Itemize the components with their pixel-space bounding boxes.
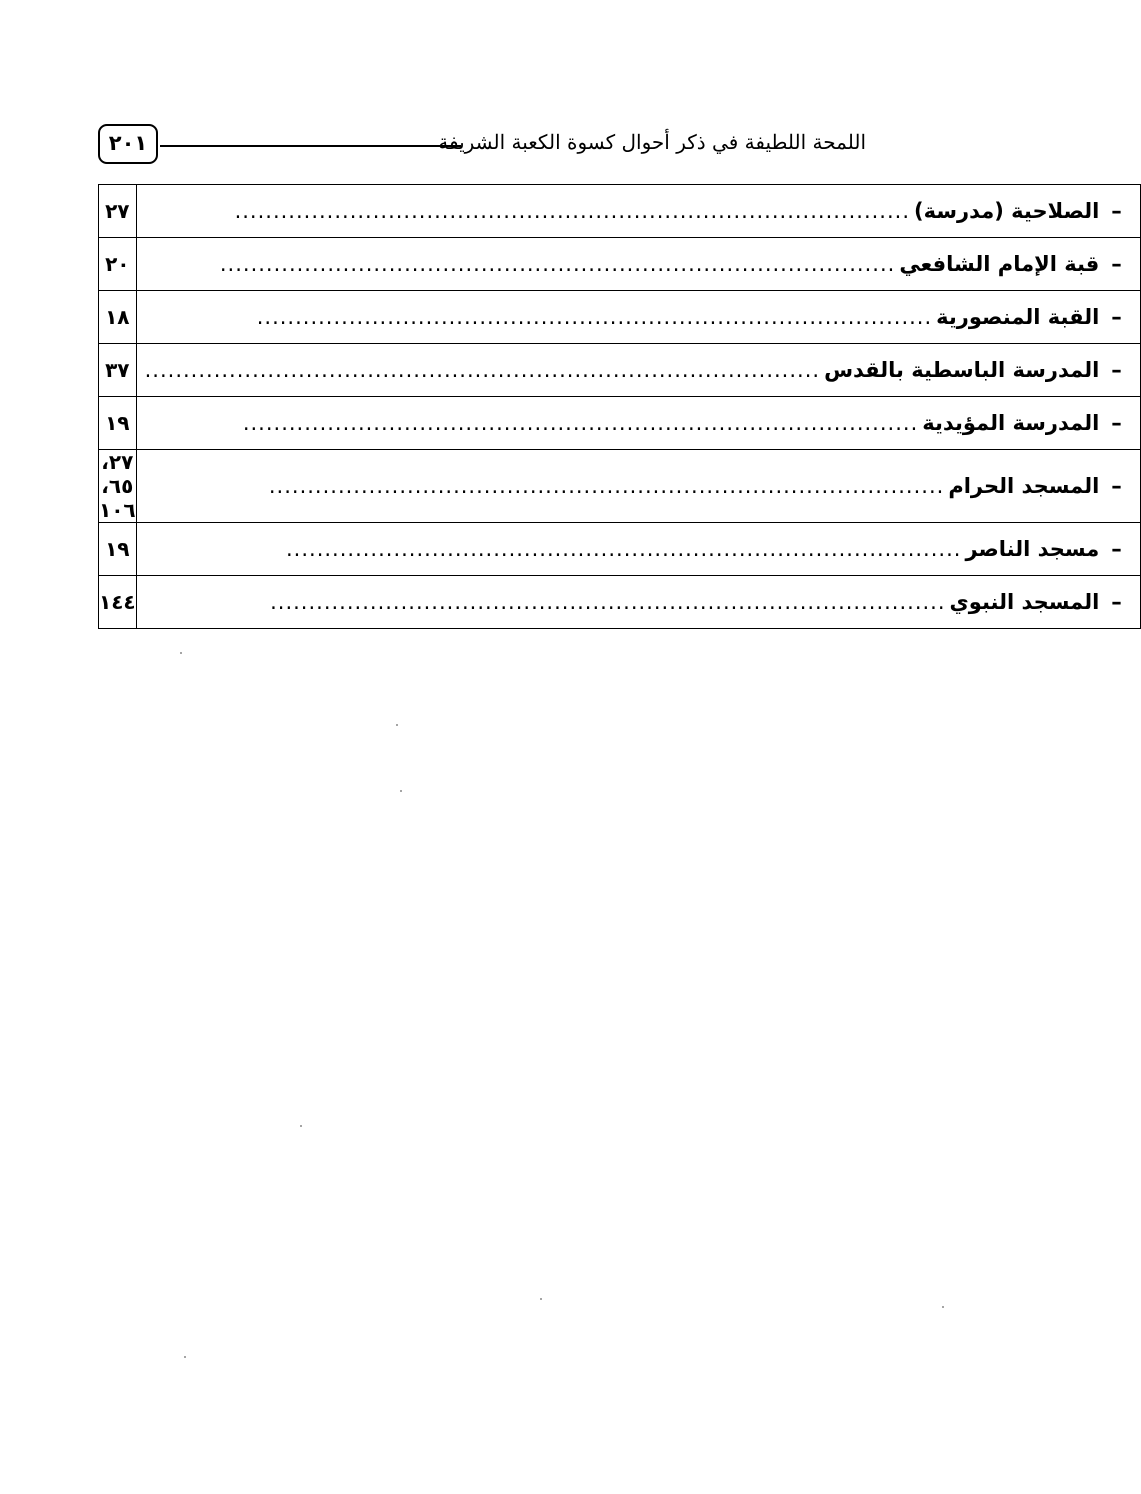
entry-dash: – bbox=[1111, 358, 1122, 382]
dot-leader: ........................................................................................ bbox=[242, 411, 919, 435]
dot-leader: ........................................................................................ bbox=[144, 358, 821, 382]
entry-cell bbox=[136, 523, 1140, 576]
dot-leader: ........................................................................................ bbox=[234, 199, 911, 223]
entry-cell bbox=[136, 238, 1140, 291]
table-row bbox=[99, 397, 1141, 450]
entry-name: المسجد الحرام bbox=[948, 474, 1100, 498]
page-refs: ١٤٤ bbox=[99, 576, 137, 629]
page-refs: ٢٧، ٦٥، ١٠٦ bbox=[99, 450, 136, 522]
table-row bbox=[99, 523, 1141, 576]
entry-dash: – bbox=[1111, 411, 1122, 435]
index-table bbox=[98, 184, 1141, 629]
entry-cell bbox=[136, 576, 1140, 629]
dot-leader: ........................................................................................ bbox=[286, 537, 962, 561]
entry-name: المدرسة المؤيدية bbox=[922, 411, 1100, 435]
page-number-badge: ٢٠١ bbox=[98, 124, 158, 164]
entry-cell bbox=[136, 397, 1140, 450]
page-refs: ١٩ bbox=[99, 397, 137, 450]
table-row bbox=[99, 450, 1141, 523]
page-refs: ١٨ bbox=[99, 291, 137, 344]
dot-leader: ........................................................................................ bbox=[256, 305, 933, 329]
page-header bbox=[98, 124, 866, 168]
table-row bbox=[99, 291, 1141, 344]
table-row bbox=[99, 576, 1141, 629]
scan-speck bbox=[184, 1356, 186, 1358]
scan-speck bbox=[180, 652, 182, 654]
entry-name: مسجد الناصر bbox=[965, 537, 1100, 561]
entry-dash: – bbox=[1111, 252, 1122, 276]
scan-speck bbox=[396, 724, 398, 726]
entry-name: القبة المنصورية bbox=[936, 305, 1100, 329]
entry-name: الصلاحية (مدرسة) bbox=[914, 199, 1100, 223]
scan-speck bbox=[540, 1298, 542, 1300]
page-refs: ٣٧ bbox=[99, 344, 137, 397]
table-row bbox=[99, 238, 1141, 291]
scan-speck bbox=[400, 790, 402, 792]
header-rule bbox=[160, 145, 461, 147]
entry-name: المسجد النبوي bbox=[949, 590, 1100, 614]
table-row bbox=[99, 344, 1141, 397]
entry-name: المدرسة الباسطية بالقدس bbox=[824, 358, 1100, 382]
dot-leader: ........................................................................................ bbox=[270, 590, 946, 614]
dot-leader: ........................................................................................ bbox=[219, 252, 896, 276]
scan-speck bbox=[300, 1125, 302, 1127]
entry-dash: – bbox=[1111, 305, 1122, 329]
running-title: اللمحة اللطيفة في ذكر أحوال كسوة الكعبة الشريفة bbox=[438, 130, 866, 154]
entry-cell bbox=[136, 185, 1140, 238]
page-refs: ١٩ bbox=[99, 523, 137, 576]
entry-cell bbox=[136, 450, 1140, 523]
entry-dash: – bbox=[1111, 537, 1122, 561]
scan-speck bbox=[942, 1306, 944, 1308]
page-refs: ٢٧ bbox=[99, 185, 137, 238]
entry-dash: – bbox=[1111, 474, 1122, 498]
dot-leader: ........................................................................................ bbox=[268, 474, 945, 498]
table-row bbox=[99, 185, 1141, 238]
entry-dash: – bbox=[1111, 199, 1122, 223]
entry-name: قبة الإمام الشافعي bbox=[899, 252, 1100, 276]
entry-cell bbox=[136, 291, 1140, 344]
page-refs: ٢٠ bbox=[99, 238, 137, 291]
entry-cell bbox=[136, 344, 1140, 397]
entry-dash: – bbox=[1111, 590, 1122, 614]
